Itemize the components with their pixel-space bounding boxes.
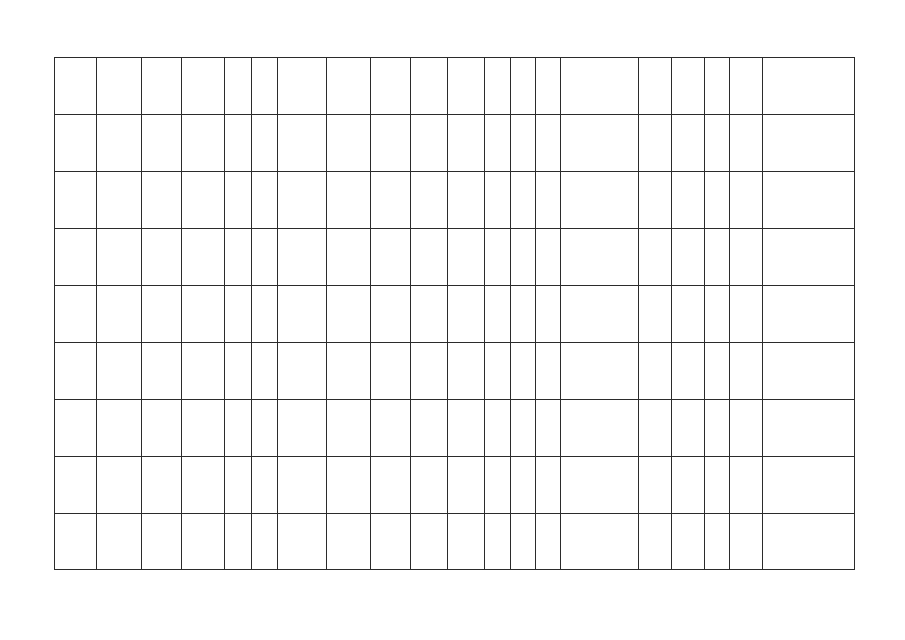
table-cell	[411, 457, 448, 514]
table-cell	[561, 514, 639, 570]
table-cell	[252, 172, 278, 229]
table-cell	[448, 229, 485, 286]
table-cell	[97, 343, 142, 400]
table-cell	[97, 115, 142, 172]
table-cell	[278, 286, 327, 343]
table-row	[55, 172, 855, 229]
table-cell	[182, 58, 225, 115]
table-cell	[371, 58, 411, 115]
table-cell	[371, 514, 411, 570]
table-cell	[278, 514, 327, 570]
table-cell	[763, 115, 855, 172]
table-cell	[97, 229, 142, 286]
table-cell	[371, 457, 411, 514]
table-cell	[142, 343, 182, 400]
table-cell	[225, 400, 252, 457]
table-cell	[142, 400, 182, 457]
table-cell	[536, 514, 561, 570]
table-row	[55, 457, 855, 514]
table-cell	[411, 229, 448, 286]
table-cell	[639, 229, 672, 286]
table-cell	[278, 457, 327, 514]
table-row	[55, 115, 855, 172]
table-cell	[142, 115, 182, 172]
table-cell	[536, 343, 561, 400]
table-cell	[278, 115, 327, 172]
table-cell	[730, 229, 763, 286]
table-cell	[55, 343, 97, 400]
table-cell	[182, 400, 225, 457]
table-cell	[536, 115, 561, 172]
table-cell	[511, 343, 536, 400]
table-cell	[511, 400, 536, 457]
table-cell	[55, 115, 97, 172]
table-cell	[485, 58, 511, 115]
table-cell	[252, 229, 278, 286]
table-cell	[672, 514, 705, 570]
table-cell	[730, 343, 763, 400]
table-cell	[672, 58, 705, 115]
table-cell	[730, 514, 763, 570]
table-cell	[97, 172, 142, 229]
table-cell	[252, 343, 278, 400]
table-cell	[55, 457, 97, 514]
table-cell	[561, 58, 639, 115]
table-cell	[536, 457, 561, 514]
table-cell	[182, 286, 225, 343]
table-cell	[485, 286, 511, 343]
table-cell	[142, 514, 182, 570]
table-cell	[55, 286, 97, 343]
table-cell	[182, 115, 225, 172]
table-cell	[97, 58, 142, 115]
table-cell	[448, 514, 485, 570]
table-cell	[639, 400, 672, 457]
table-cell	[672, 343, 705, 400]
table-cell	[327, 343, 371, 400]
table-cell	[639, 172, 672, 229]
table-cell	[763, 229, 855, 286]
table-cell	[536, 172, 561, 229]
table-cell	[639, 115, 672, 172]
table-cell	[182, 457, 225, 514]
table-cell	[536, 400, 561, 457]
table-cell	[705, 514, 730, 570]
table-cell	[485, 229, 511, 286]
table-cell	[411, 286, 448, 343]
table-cell	[142, 457, 182, 514]
table-cell	[225, 115, 252, 172]
table-cell	[511, 115, 536, 172]
table-cell	[763, 457, 855, 514]
table-cell	[448, 286, 485, 343]
table-cell	[252, 286, 278, 343]
table-cell	[278, 229, 327, 286]
table-cell	[55, 58, 97, 115]
table-cell	[411, 115, 448, 172]
table-cell	[327, 58, 371, 115]
table-cell	[411, 58, 448, 115]
table-cell	[511, 229, 536, 286]
table-row	[55, 229, 855, 286]
table-cell	[561, 286, 639, 343]
table-cell	[278, 58, 327, 115]
table-cell	[411, 400, 448, 457]
table-cell	[705, 286, 730, 343]
table-cell	[182, 514, 225, 570]
table-cell	[278, 172, 327, 229]
registry-table	[54, 57, 855, 570]
table-cell	[672, 457, 705, 514]
table-cell	[485, 514, 511, 570]
table-cell	[561, 457, 639, 514]
table-cell	[730, 115, 763, 172]
table-cell	[672, 229, 705, 286]
table-cell	[278, 400, 327, 457]
table-cell	[97, 514, 142, 570]
table-row	[55, 514, 855, 570]
table-cell	[485, 343, 511, 400]
table-cell	[327, 514, 371, 570]
table-cell	[448, 343, 485, 400]
table-cell	[763, 514, 855, 570]
table-cell	[252, 58, 278, 115]
table-cell	[639, 286, 672, 343]
table-cell	[252, 400, 278, 457]
table-cell	[705, 58, 730, 115]
table-cell	[639, 514, 672, 570]
table-cell	[448, 457, 485, 514]
table-cell	[448, 58, 485, 115]
table-row	[55, 343, 855, 400]
table-cell	[511, 457, 536, 514]
table-cell	[730, 286, 763, 343]
table-cell	[763, 172, 855, 229]
table-cell	[182, 343, 225, 400]
table-cell	[225, 172, 252, 229]
table-cell	[705, 457, 730, 514]
table-cell	[561, 172, 639, 229]
table-cell	[511, 514, 536, 570]
table-cell	[252, 115, 278, 172]
table-cell	[705, 229, 730, 286]
table-cell	[536, 229, 561, 286]
table-cell	[97, 400, 142, 457]
table-cell	[55, 229, 97, 286]
table-cell	[97, 457, 142, 514]
table-cell	[705, 400, 730, 457]
table-cell	[485, 457, 511, 514]
table-cell	[730, 172, 763, 229]
table-row	[55, 58, 855, 115]
table-cell	[763, 400, 855, 457]
table-cell	[327, 172, 371, 229]
table-cell	[142, 58, 182, 115]
table-cell	[763, 286, 855, 343]
table-cell	[561, 343, 639, 400]
table-cell	[705, 115, 730, 172]
table-cell	[485, 400, 511, 457]
table-cell	[448, 172, 485, 229]
table-cell	[142, 229, 182, 286]
table-cell	[252, 457, 278, 514]
table-cell	[182, 172, 225, 229]
table-cell	[639, 58, 672, 115]
table-cell	[327, 457, 371, 514]
table-cell	[327, 400, 371, 457]
table-cell	[730, 457, 763, 514]
table-cell	[561, 229, 639, 286]
table-cell	[730, 58, 763, 115]
table-cell	[511, 286, 536, 343]
table-cell	[672, 400, 705, 457]
table-cell	[639, 343, 672, 400]
table-cell	[485, 115, 511, 172]
table-cell	[511, 172, 536, 229]
table-cell	[225, 514, 252, 570]
table-row	[55, 400, 855, 457]
table-cell	[142, 172, 182, 229]
table-cell	[411, 172, 448, 229]
table-cell	[371, 229, 411, 286]
table-cell	[411, 514, 448, 570]
table-cell	[225, 286, 252, 343]
table-cell	[97, 286, 142, 343]
table-cell	[371, 286, 411, 343]
table-cell	[536, 286, 561, 343]
table-cell	[371, 172, 411, 229]
table-cell	[55, 400, 97, 457]
table-cell	[371, 343, 411, 400]
table-cell	[252, 514, 278, 570]
table-cell	[182, 229, 225, 286]
table-cell	[672, 115, 705, 172]
table-cell	[561, 115, 639, 172]
table-cell	[225, 343, 252, 400]
table-cell	[225, 457, 252, 514]
table-cell	[448, 400, 485, 457]
table-cell	[672, 172, 705, 229]
table-cell	[705, 343, 730, 400]
table-cell	[225, 58, 252, 115]
table-cell	[411, 343, 448, 400]
table-cell	[639, 457, 672, 514]
table-cell	[763, 58, 855, 115]
table-cell	[327, 286, 371, 343]
table-cell	[511, 58, 536, 115]
table-cell	[327, 229, 371, 286]
table-cell	[142, 286, 182, 343]
table-cell	[55, 514, 97, 570]
table-cell	[278, 343, 327, 400]
table-cell	[730, 400, 763, 457]
table-cell	[536, 58, 561, 115]
table-cell	[448, 115, 485, 172]
table-cell	[371, 115, 411, 172]
table-cell	[225, 229, 252, 286]
table-cell	[485, 172, 511, 229]
table-cell	[327, 115, 371, 172]
table-cell	[561, 400, 639, 457]
table-row	[55, 286, 855, 343]
table-cell	[371, 400, 411, 457]
table-cell	[763, 343, 855, 400]
table-cell	[55, 172, 97, 229]
table-cell	[672, 286, 705, 343]
table-cell	[705, 172, 730, 229]
